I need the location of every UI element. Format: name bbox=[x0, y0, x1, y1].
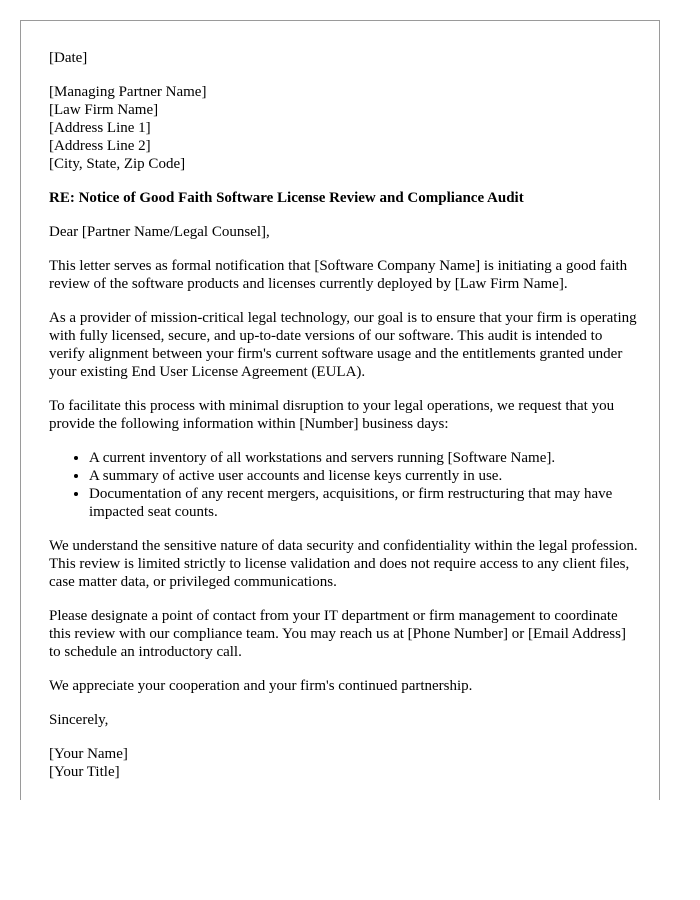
recipient-address bbox=[49, 83, 639, 173]
paragraph-confidentiality: We understand the sensitive nature of data security and confidentiality within the legal profession. This review is limited strictly to license validation and does not require access to any client files, case matter data, or privileged communications. bbox=[49, 538, 638, 590]
letter-page bbox=[20, 20, 660, 800]
paragraph-contact: Please designate a point of contact from your IT department or firm management to coordinate this review with our compliance team. You may reach us at [Phone Number] or [Email Address] to schedule an introductory call. bbox=[49, 608, 626, 660]
recipient-name: [Managing Partner Name] bbox=[49, 84, 207, 100]
letter-sign-off: Sincerely, bbox=[49, 712, 109, 728]
recipient-firm: [Law Firm Name] bbox=[49, 102, 159, 118]
requested-items-list bbox=[49, 449, 639, 521]
paragraph-appreciation: We appreciate your cooperation and your firm's continued partnership. bbox=[49, 678, 473, 694]
list-item: • Documentation of any recent mergers, acquisitions, or firm restructuring that may have impacted seat counts. bbox=[89, 485, 639, 521]
paragraph-notification: This letter serves as formal notification that [Software Company Name] is initiating a good faith review of the software products and licenses currently deployed by [Law Firm Name]. bbox=[49, 258, 628, 292]
letter-subject: RE: Notice of Good Faith Software License Review and Compliance Audit bbox=[49, 190, 524, 206]
list-item: • A summary of active user accounts and license keys currently in use. bbox=[89, 467, 639, 485]
paragraph-information-request: To facilitate this process with minimal disruption to your legal operations, we request that you provide the following information within [Number] business days: bbox=[49, 398, 615, 432]
letter-date: [Date] bbox=[49, 50, 88, 66]
letter-body bbox=[49, 49, 639, 781]
letter-salutation: Dear [Partner Name/Legal Counsel], bbox=[49, 224, 270, 240]
signer-name: [Your Name] bbox=[49, 746, 128, 762]
signer-title: [Your Title] bbox=[49, 764, 120, 780]
recipient-address-line-2: [Address Line 2] bbox=[49, 138, 151, 154]
recipient-address-line-1: [Address Line 1] bbox=[49, 120, 151, 136]
recipient-city-state-zip: [City, State, Zip Code] bbox=[49, 156, 186, 172]
signature-block bbox=[49, 745, 639, 781]
paragraph-audit-purpose: As a provider of mission-critical legal technology, our goal is to ensure that your firm is operating with fully licensed, secure, and up-to-date versions of our software. This audit is intended to verify alignment between your firm's current software usage and the entitlements granted under your existing End User License Agreement (EULA). bbox=[49, 310, 637, 380]
list-item: • A current inventory of all workstations and servers running [Software Name]. bbox=[89, 449, 639, 467]
